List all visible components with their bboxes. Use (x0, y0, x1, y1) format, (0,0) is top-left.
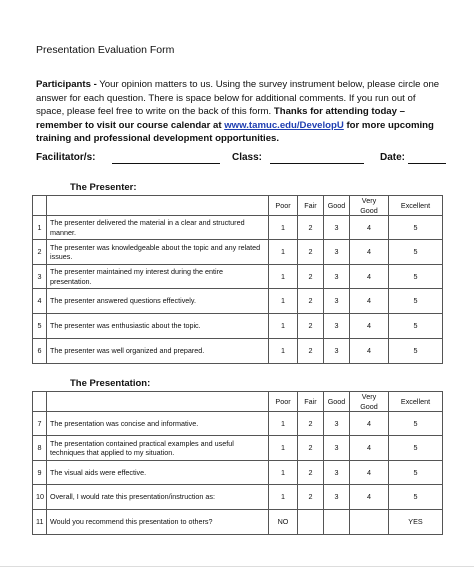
presentation-section-title: The Presentation: (70, 378, 151, 389)
rating-fair-option[interactable]: 2 (298, 216, 324, 240)
rating-excellent-option[interactable]: 5 (389, 412, 443, 436)
rating-good-option[interactable]: 3 (324, 289, 350, 314)
header-fair: Fair (298, 392, 324, 412)
rating-very-good-option[interactable]: 4 (350, 461, 389, 485)
question-text: Overall, I would rate this presentation/instruction as: (47, 485, 269, 510)
rating-very-good-option[interactable] (350, 510, 389, 535)
rating-very-good-option[interactable]: 4 (350, 314, 389, 339)
rating-good-option[interactable]: 3 (324, 314, 350, 339)
rating-good-option[interactable]: 3 (324, 461, 350, 485)
intro-text: Your opinion matters to us. Using the survey instrument below, please circle one answer for each question. There is space below for additional comments. If you run out of space, please feel free to write on the back of this form. (36, 79, 440, 118)
rating-poor-option[interactable]: NO (269, 510, 298, 535)
header-fair: Fair (298, 196, 324, 216)
question-text: The presenter was enthusiastic about the topic. (47, 314, 269, 339)
rating-good-option[interactable]: 3 (324, 436, 350, 461)
rating-very-good-option[interactable]: 4 (350, 485, 389, 510)
question-number: 5 (33, 314, 47, 339)
rating-excellent-option[interactable]: 5 (389, 339, 443, 364)
question-text: The presenter was well organized and prepared. (47, 339, 269, 364)
rating-poor-option[interactable]: 1 (269, 461, 298, 485)
rating-fair-option[interactable]: 2 (298, 339, 324, 364)
rating-very-good-option[interactable]: 4 (350, 216, 389, 240)
thanks-text: Thanks for attending today – remember to visit our course calendar at (36, 106, 405, 131)
rating-fair-option[interactable]: 2 (298, 289, 324, 314)
rating-excellent-option[interactable]: 5 (389, 216, 443, 240)
rating-good-option[interactable]: 3 (324, 412, 350, 436)
form-title: Presentation Evaluation Form (36, 44, 175, 56)
table-row (33, 461, 443, 485)
presenter-section-title: The Presenter: (70, 182, 137, 193)
question-text: The presenter maintained my interest during the entire presentation. (47, 265, 269, 289)
question-text: The presenter was knowledgeable about the topic and any related issues. (47, 240, 269, 265)
question-number: 11 (33, 510, 47, 535)
question-number: 4 (33, 289, 47, 314)
header-very-good: Very Good (350, 392, 389, 412)
rating-very-good-option[interactable]: 4 (350, 412, 389, 436)
question-number: 8 (33, 436, 47, 461)
table-row (33, 485, 443, 510)
question-number: 7 (33, 412, 47, 436)
presentation-rating-table (32, 391, 443, 535)
table-row (33, 289, 443, 314)
header-poor: Poor (269, 392, 298, 412)
rating-good-option[interactable]: 3 (324, 265, 350, 289)
table-row (33, 240, 443, 265)
rating-fair-option[interactable]: 2 (298, 412, 324, 436)
rating-good-option[interactable]: 3 (324, 485, 350, 510)
table-row (33, 216, 443, 240)
rating-poor-option[interactable]: 1 (269, 240, 298, 265)
header-question (47, 392, 269, 412)
question-number: 6 (33, 339, 47, 364)
header-num (33, 196, 47, 216)
table-row (33, 265, 443, 289)
rating-excellent-option[interactable]: 5 (389, 436, 443, 461)
question-number: 1 (33, 216, 47, 240)
rating-excellent-option[interactable]: 5 (389, 289, 443, 314)
table-header-row (33, 392, 443, 412)
question-text: The presenter delivered the material in a clear and structured manner. (47, 216, 269, 240)
rating-poor-option[interactable]: 1 (269, 339, 298, 364)
rating-fair-option[interactable]: 2 (298, 485, 324, 510)
participants-label: Participants - (36, 79, 97, 90)
header-good: Good (324, 196, 350, 216)
header-poor: Poor (269, 196, 298, 216)
rating-excellent-option[interactable]: YES (389, 510, 443, 535)
rating-poor-option[interactable]: 1 (269, 485, 298, 510)
course-calendar-link[interactable]: www.tamuc.edu/DevelopU (224, 119, 344, 131)
question-number: 10 (33, 485, 47, 510)
rating-good-option[interactable]: 3 (324, 240, 350, 265)
closing-text: for more upcoming training and professional development opportunities. (36, 119, 434, 145)
rating-excellent-option[interactable]: 5 (389, 240, 443, 265)
rating-very-good-option[interactable]: 4 (350, 436, 389, 461)
rating-poor-option[interactable]: 1 (269, 265, 298, 289)
rating-poor-option[interactable]: 1 (269, 216, 298, 240)
intro-paragraph (36, 78, 444, 146)
header-excellent: Excellent (389, 392, 443, 412)
question-text: The visual aids were effective. (47, 461, 269, 485)
rating-very-good-option[interactable]: 4 (350, 265, 389, 289)
question-text: The presentation contained practical examples and useful techniques that applied to my situation. (47, 436, 269, 461)
header-very-good: Very Good (350, 196, 389, 216)
class-label: Class: (232, 152, 263, 163)
rating-poor-option[interactable]: 1 (269, 289, 298, 314)
rating-fair-option[interactable]: 2 (298, 240, 324, 265)
rating-very-good-option[interactable]: 4 (350, 240, 389, 265)
date-label: Date: (380, 152, 406, 163)
facilitator-field[interactable] (112, 163, 220, 164)
rating-good-option[interactable]: 3 (324, 216, 350, 240)
rating-poor-option[interactable]: 1 (269, 412, 298, 436)
rating-good-option[interactable]: 3 (324, 339, 350, 364)
table-row (33, 314, 443, 339)
table-row (33, 436, 443, 461)
rating-excellent-option[interactable]: 5 (389, 485, 443, 510)
rating-excellent-option[interactable]: 5 (389, 265, 443, 289)
form-fields-row (36, 152, 446, 168)
table-header-row (33, 196, 443, 216)
header-question (47, 196, 269, 216)
rating-excellent-option[interactable]: 5 (389, 461, 443, 485)
rating-very-good-option[interactable]: 4 (350, 339, 389, 364)
question-text: Would you recommend this presentation to others? (47, 510, 269, 535)
rating-excellent-option[interactable]: 5 (389, 314, 443, 339)
header-excellent: Excellent (389, 196, 443, 216)
table-row (33, 339, 443, 364)
header-good: Good (324, 392, 350, 412)
table-row (33, 412, 443, 436)
rating-poor-option[interactable]: 1 (269, 314, 298, 339)
class-field[interactable] (270, 163, 364, 164)
question-number: 9 (33, 461, 47, 485)
rating-poor-option[interactable]: 1 (269, 436, 298, 461)
rating-fair-option[interactable]: 2 (298, 436, 324, 461)
header-num (33, 392, 47, 412)
rating-fair-option[interactable] (298, 510, 324, 535)
question-text: The presenter answered questions effectively. (47, 289, 269, 314)
rating-fair-option[interactable]: 2 (298, 265, 324, 289)
page-edge-divider (0, 566, 474, 567)
facilitator-label: Facilitator/s: (36, 152, 96, 163)
rating-very-good-option[interactable]: 4 (350, 289, 389, 314)
question-number: 2 (33, 240, 47, 265)
rating-fair-option[interactable]: 2 (298, 461, 324, 485)
presenter-rating-table (32, 195, 443, 364)
question-text: The presentation was concise and informative. (47, 412, 269, 436)
table-row (33, 510, 443, 535)
question-number: 3 (33, 265, 47, 289)
rating-fair-option[interactable]: 2 (298, 314, 324, 339)
rating-good-option[interactable] (324, 510, 350, 535)
date-field[interactable] (408, 163, 446, 164)
